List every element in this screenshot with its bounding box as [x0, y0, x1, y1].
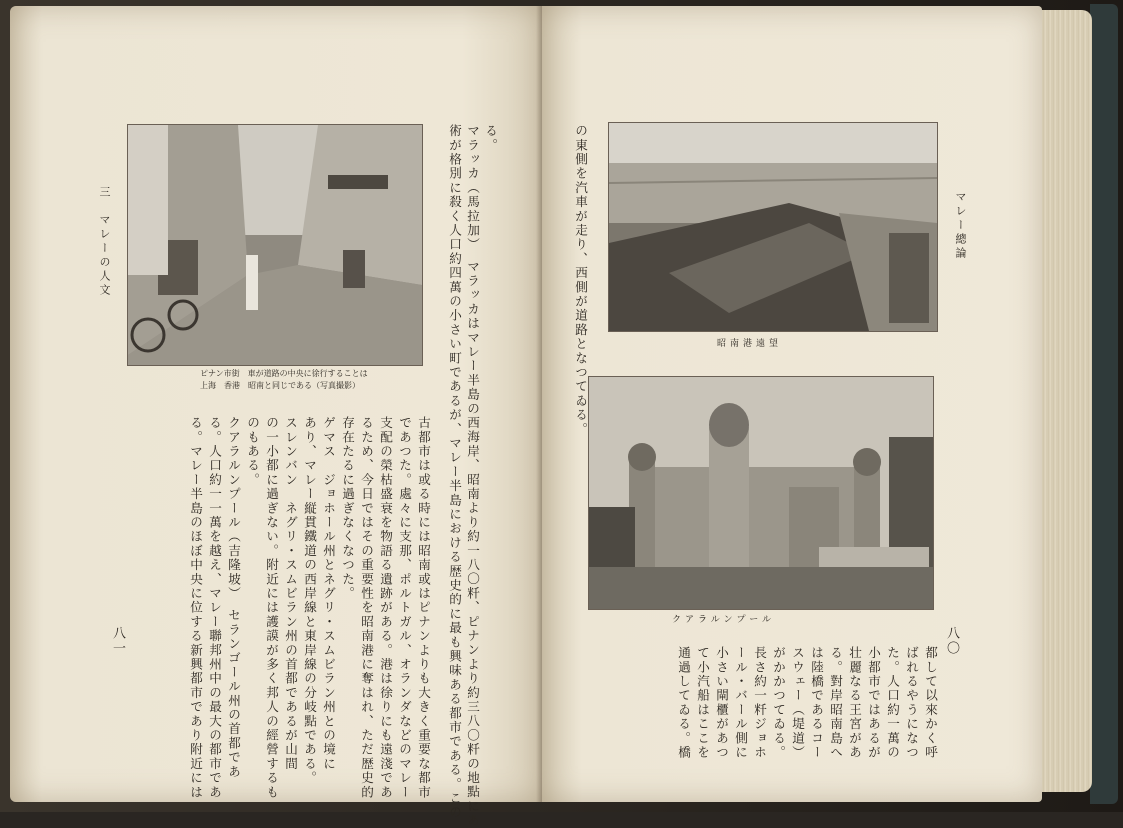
text-column: 古都市は或る時には昭南或はピナンよりも大きく重要な都市 [416, 416, 431, 800]
text-column: る。 [483, 124, 498, 153]
running-head-right: マレー總論 [954, 191, 967, 261]
right-page [542, 6, 1042, 802]
text-column: 術が格別に殺く人口約四萬の小さい町であるが、マレー半島における歴史的に最も興味ある都市である。この [447, 124, 462, 820]
text-column: スウェー（堤道） [790, 646, 805, 760]
text-column: であつた。處々に支那、ポルトガル、オランダなどのマレー [397, 416, 412, 800]
text-column: て小汽船はここを [695, 646, 710, 760]
kuala-lumpur-image [589, 377, 933, 609]
text-column: ール・バール側に [733, 646, 748, 760]
page-number-left: 八一 [110, 626, 125, 656]
text-column: がかかつてゐる。 [771, 646, 786, 760]
text-column: 存在たるに過ぎなくなつた。 [340, 416, 355, 601]
photo-caption-line-1: ピナン市街 車が道路の中央に徐行することは [200, 369, 368, 378]
text-column: クアラルンプール（吉隆坡） セランゴール州の首都であ [226, 416, 241, 779]
text-column: た。人口約一萬の [885, 646, 900, 760]
harbour-photo [608, 122, 938, 332]
text-column: 小都市ではあるが [866, 646, 881, 760]
text-column: 都して以來かく呼 [923, 646, 938, 760]
harbour-caption: 昭南港遠望 [717, 339, 783, 349]
text-column: ばれるやうになつ [904, 646, 919, 760]
text-column: る。人口約一一萬を越え、マレー聯邦州中の最大の都市であ [207, 416, 222, 800]
photo-caption-line-2: 上海 香港 昭南と同じである（写真撮影） [200, 381, 360, 390]
text-column: る。對岸昭南島へ [828, 646, 843, 760]
harbour-image [609, 123, 937, 331]
penang-street-image [128, 125, 422, 365]
book-cover-edge [1090, 4, 1118, 804]
kuala-lumpur-photo [588, 376, 934, 610]
text-column: 通過してゐる。橋 [676, 646, 691, 760]
text-column: る。マレー半島のほぼ中央に位する新興都市であり附近には [188, 416, 203, 800]
text-column: のもある。 [245, 416, 260, 487]
text-column: 壮麗なる王宮があ [847, 646, 862, 760]
kuala-lumpur-caption: クアラルンプール [672, 615, 776, 625]
text-column: ゲマス ジョホール州とネグリ・スムビラン州との境に [321, 416, 336, 771]
left-page [10, 6, 542, 828]
text-column: 長さ約一粁ジョホ [752, 646, 767, 760]
text-column: の一小都に過ぎない。附近には護謨が多く邦人の經營するも [264, 416, 279, 800]
running-head-left: 三 マレーの人文 [98, 186, 111, 298]
page-edges [1042, 10, 1092, 792]
text-column: 小さい閘櫃があつ [714, 646, 729, 760]
text-column: マラッカ（馬拉加） マラッカはマレー半島の西海岸、昭南より約一八〇粁、ピナンより約三八〇粁の地點にあ [465, 124, 480, 828]
text-column: るため、今日ではその重要性を昭南港に奪はれ、ただ歴史的 [359, 416, 374, 800]
text-column: の東側を汽車が走り、西側が道路となつてゐる。 [573, 124, 588, 437]
page-number-right: 八〇 [944, 626, 959, 656]
text-column: あり、マレー縦貫鐵道の西岸線と東岸線の分岐點である。 [302, 416, 317, 786]
text-column: は陸橋であるコー [809, 646, 824, 760]
penang-street-photo [127, 124, 423, 366]
text-column: 支配の榮枯盛衰を物語る遺跡がある。港は徐りにも遠淺であ [378, 416, 393, 800]
text-column: スレンバン ネグリ・スムビラン州の首都であるが山間 [283, 416, 298, 771]
